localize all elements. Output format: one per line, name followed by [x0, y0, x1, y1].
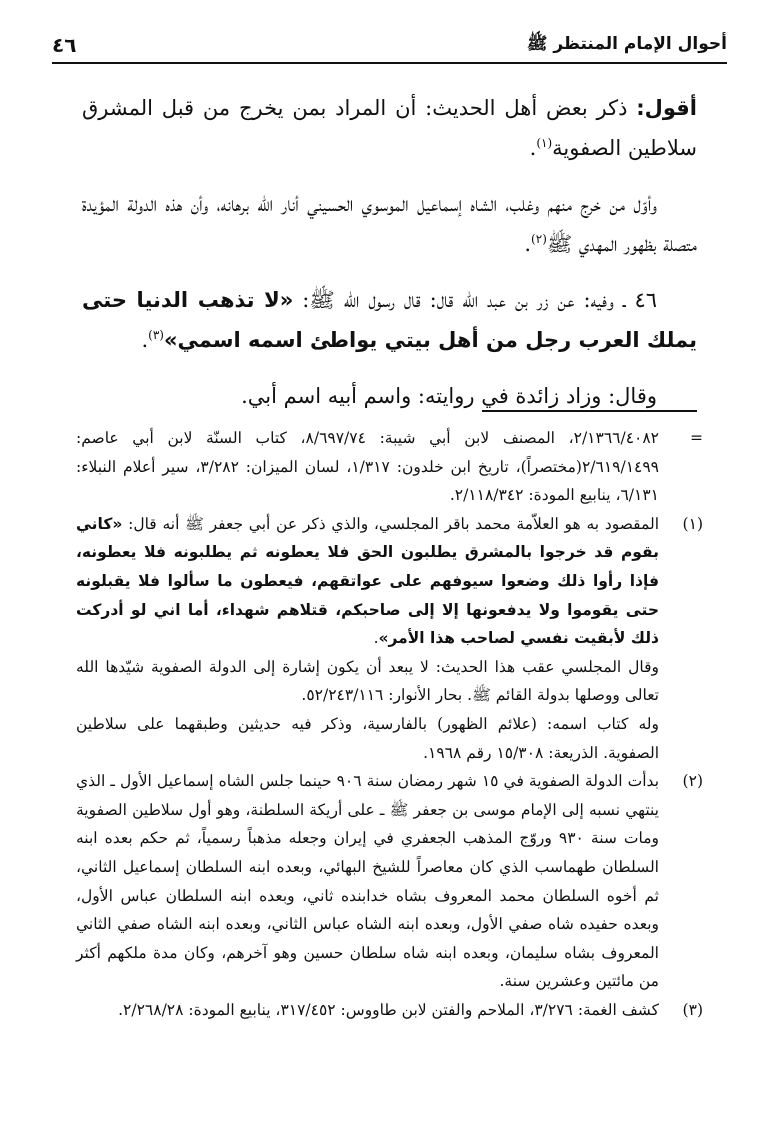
honorific-glyph: ﷺ	[309, 288, 335, 312]
hadith-text: «لا تذهب الدنيا حتى يملك العرب رجل من أهل بيتي يواطئ اسمه اسمي»	[82, 288, 697, 352]
punctuation: .	[373, 629, 379, 648]
paragraph-ismail	[82, 184, 697, 264]
footnote-intro: المقصود به هو العلاّمة محمد باقر المجلسي، والذي ذكر عن أبي جعفر ﷺ أنه قال:	[122, 514, 659, 533]
footnote-marker: =	[690, 429, 703, 447]
footnote-1	[76, 510, 703, 767]
page-number: ٤٦	[52, 33, 77, 57]
aqul-label: أقول:	[636, 96, 697, 120]
footnote-ref-2[interactable]: (٢)	[531, 232, 547, 246]
footnote-continuation	[76, 424, 703, 510]
running-header	[52, 28, 727, 64]
hadith-chain: ٤٦ ـ وفيه: عن زر بن عبد الله قال: قال رسول الله	[334, 288, 657, 312]
punctuation: .	[141, 328, 149, 352]
footnote-marker: (٣)	[682, 1000, 703, 1019]
honorific-glyph: ﷺ	[526, 33, 548, 54]
footnote-text: بدأت الدولة الصفوية في ١٥ شهر رمضان سنة ٩٠٦ حينما جلس الشاه إسماعيل الأول ـ الذي ينتهي نسبه إلى الإمام موسى بن جعفر ﷺ ـ على أريكة السلطنة، وهو أول سلاطين الصفوية ومات سنة ٩٣٠ وروّج المذهب الجعفري في إيران وجعله مذهباً رسمياً، ثم حكم بعده ابنه السلطان طهماسب الذي كان معاصراً للشيخ البهائي، وبعده ابنه السلطان إسماعيل الثاني، ثم أخوه السلطان محمد المعروف بشاه خدابنده ثاني، وبعده ابنه السلطان عباس الأول، وبعده حفيده شاه صفي الأول، وبعده ابنه الشاه عباس الثاني، وبعده ابنه الشاه صفي الثاني المعروف بشاه سليمان، وبعده ابنه شاه سلطان حسين وهو آخرهم، وكان مدة ملكهم أكثر من مائتين وعشرين سنة.	[76, 772, 660, 991]
paragraph-text: ذكر بعض أهل الحديث: أن المراد بمن يخرج من قبل المشرق سلاطين الصفوية	[82, 96, 697, 160]
footnote-text: وقال المجلسي عقب هذا الحديث: لا يبعد أن يكون إشارة إلى الدولة الصفوية شيّدها الله تعالى ووصلها بدولة القائم ﷺ. بحار الأنوار: ٥٢/٢٤٣/١١٦.	[76, 657, 659, 705]
footnote-marker: (١)	[682, 514, 703, 533]
footnote-2	[76, 767, 703, 996]
punctuation: .	[524, 232, 532, 256]
footnote-text: ٢/١٣٦٦/٤٠٨٢، المصنف لابن أبي شيبة: ٨/٦٩٧/٧٤، كتاب السنّة لابن أبي عاصم: ٢/٦١٩/١٤٩٩(مختصراً)، تاريخ ابن خلدون: ١/٣١٧، لسان الميزان: ٣/٢٨٢، سير أعلام النبلاء: ٦/١٣١، ينابيع المودة: ٢/١١٨/٣٤٢.	[76, 429, 659, 505]
main-text	[82, 88, 697, 432]
paragraph-zaida: وقال: وزاد زائدة في روايته: واسم أبيه اسم أبي.	[241, 384, 657, 408]
footnote-text: وله كتاب اسمه: (علائم الظهور) بالفارسية، وذكر فيه حديثين وطبقهما على سلاطين الصفوية. الذريعة: ١٥/٣٠٨ رقم ١٩٦٨.	[76, 714, 659, 762]
running-title	[527, 33, 727, 58]
footnote-separator	[482, 410, 697, 412]
paragraph-text: وأوّل من خرج منهم وغلب، الشاه إسماعيل الموسوي الحسيني أنار الله برهانه، وأن هذه الدولة المؤيدة متصلة بظهور المهدي	[82, 192, 697, 256]
footnote-marker: (٢)	[682, 772, 703, 791]
footnote-quote: «كاني بقوم قد خرجوا بالمشرق يطلبون الحق فلا يعطونه ثم يطلبونه فلا يعطونه، فإذا رأوا ذلك وضعوا سيوفهم على عواتقهم، فيعطون ما سألوا فلا يقبلونه حتى يقوموا ولا يدفعونها إلا إلى صاحبكم، قتلاهم شهداء، أما اني لو أدركت ذلك لأبقيت نفسي لصاحب هذا الأمر»	[76, 514, 659, 648]
footnote-3	[76, 996, 703, 1025]
punctuation: :	[293, 288, 310, 312]
running-title-text: أحوال الإمام المنتظر	[553, 33, 727, 54]
footnotes	[76, 424, 703, 1024]
footnote-ref-3[interactable]: (٣)	[148, 328, 164, 342]
footnote-text	[76, 510, 659, 653]
footnote-text: كشف الغمة: ٣/٢٧٦، الملاحم والفتن لابن طاووس: ٣١٧/٤٥٢، ينابيع المودة: ٢/٢٦٨/٢٨.	[118, 1000, 659, 1019]
footnote-ref-1[interactable]: (١)	[536, 136, 553, 150]
paragraph-aqul	[82, 88, 697, 168]
punctuation: .	[529, 136, 537, 160]
honorific-glyph: ﷺ	[546, 232, 573, 256]
hadith-46	[82, 280, 697, 360]
